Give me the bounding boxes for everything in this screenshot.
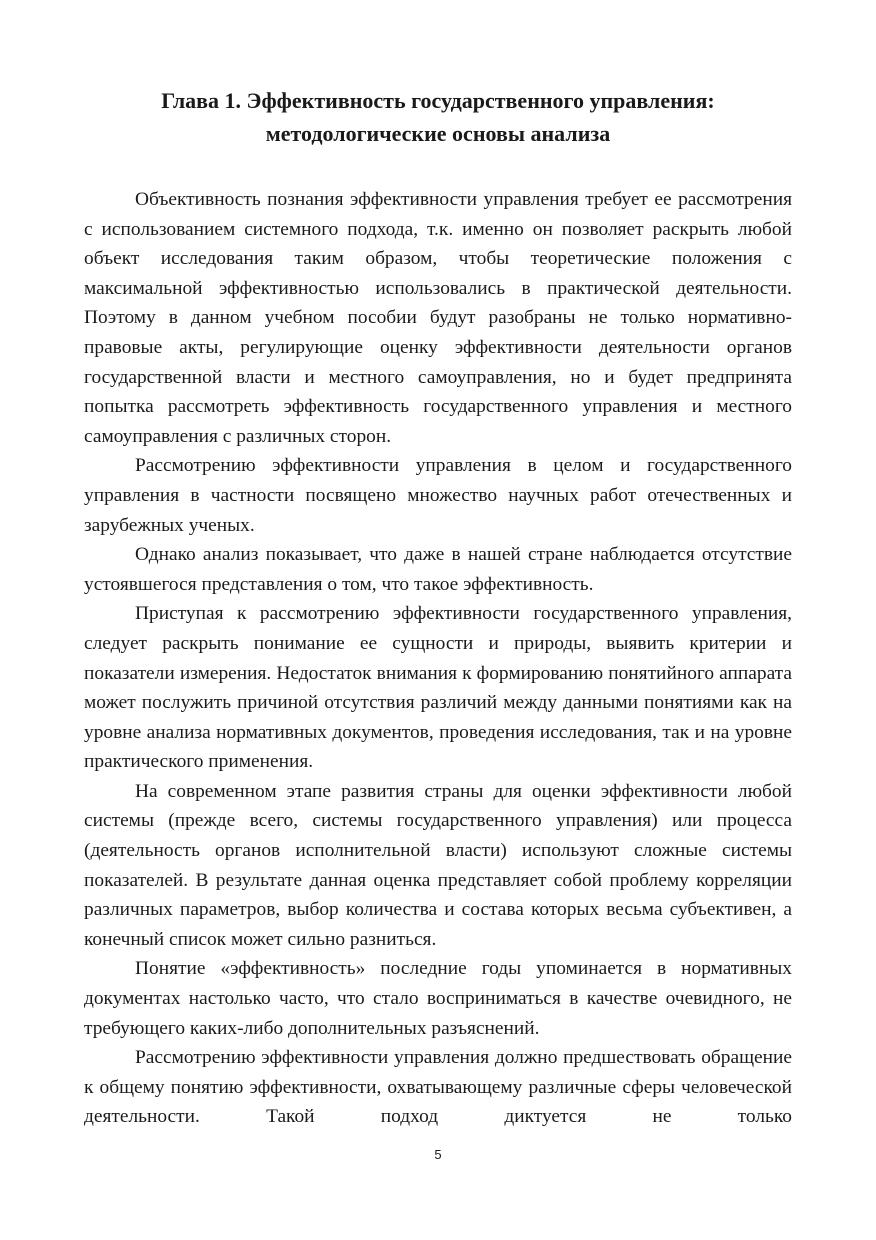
chapter-heading-line-1: Глава 1. Эффективность государственного управления: <box>161 88 715 113</box>
page-number: 5 <box>434 1147 442 1162</box>
body-text <box>84 185 792 1132</box>
paragraph: Понятие «эффективность» последние годы упоминается в нормативных документах настолько часто, что стало восприниматься в качестве очевидного, не требующего каких-либо дополнительных разъяснений. <box>84 958 792 1039</box>
paragraph: Рассмотрению эффективности управления в целом и государственного управления в частности посвящено множество научных работ отечественных и зарубежных ученых. <box>84 455 792 536</box>
paragraph: Однако анализ показывает, что даже в нашей стране наблюдается отсутствие устоявшегося представления о том, что такое эффективность. <box>84 544 792 595</box>
paragraph: Рассмотрению эффективности управления должно предшествовать обращение к общему понятию эффективности, охватывающему различные сферы человеческой деятельности. Такой подход диктуется не только <box>84 1047 792 1128</box>
chapter-heading-line-2: методологические основы анализа <box>265 121 611 146</box>
paragraph: Объективность познания эффективности управления требует ее рассмотрения с использованием системного подхода, т.к. именно он позволяет раскрыть любой объект исследования таким образом, чтобы теоретические положения с максимальной эффективностью использовались в практической деятельности. Поэтому в данном учебном пособии будут разобраны не только нормативно-правовые акты, регулирующие оценку эффективности деятельности органов государственной власти и местного самоуправления, но и будет предпринята попытка рассмотреть эффективность государственного управления и местного самоуправления с различных сторон. <box>84 189 792 447</box>
paragraph: Приступая к рассмотрению эффективности государственного управления, следует раскрыть понимание ее сущности и природы, выявить критерии и показатели измерения. Недостаток внимания к формированию понятийного аппарата может послужить причиной отсутствия различий между данными понятиями как на уровне анализа нормативных документов, проведения исследования, так и на уровне практического применения. <box>84 603 792 773</box>
paragraph: На современном этапе развития страны для оценки эффективности любой системы (прежде всего, системы государственного управления) или процесса (деятельность органов исполнительной власти) используют сложные системы показателей. В результате данная оценка представляет собой проблему корреляции различных параметров, выбор количества и состава которых весьма субъективен, а конечный список может сильно разниться. <box>84 780 792 950</box>
chapter-heading <box>84 84 792 150</box>
